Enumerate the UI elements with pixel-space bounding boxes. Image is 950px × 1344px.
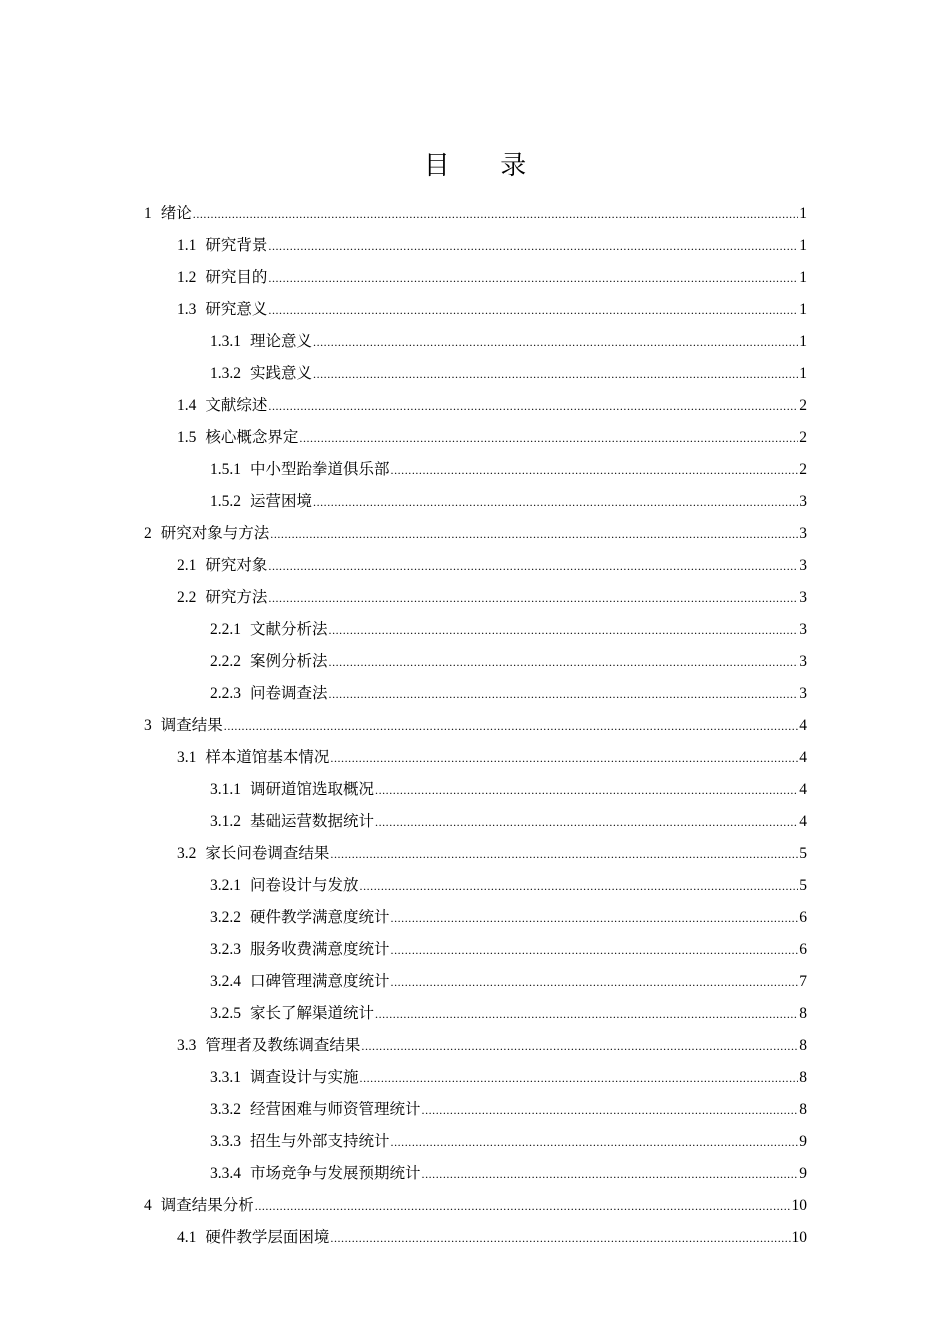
toc-entry-number: 3.3.2 [210,1101,241,1118]
toc-entry-page-number: 3 [799,653,807,670]
toc-entry-page-number: 4 [799,781,807,798]
toc-dot-leader [268,588,798,608]
toc-dot-leader [329,620,799,640]
toc-dot-leader [330,748,798,768]
toc-entry[interactable] [177,736,807,768]
toc-entry-number: 1.4 [177,397,197,414]
toc-dot-leader [268,268,798,288]
toc-entry[interactable] [177,288,807,320]
toc-entry[interactable] [210,1152,807,1184]
toc-entry[interactable] [177,384,807,416]
toc-dot-leader [360,876,799,896]
toc-entry-page-number: 3 [799,557,807,574]
toc-dot-leader [270,524,798,544]
toc-entry-title: 研究目的 [205,269,268,286]
toc-entry-page-number: 2 [799,397,807,414]
toc-entry[interactable] [210,960,807,992]
toc-entry-number: 1.5.1 [210,461,241,478]
toc-entry-number: 2.2.1 [210,621,241,638]
toc-entry-page-number: 3 [799,589,807,606]
toc-entry-number: 3.2.5 [210,1005,241,1022]
toc-entry-page-number: 4 [799,749,807,766]
toc-dot-leader [268,236,798,256]
toc-entry-page-number: 9 [799,1133,807,1150]
toc-entry-number: 3.2 [177,845,197,862]
toc-entry-number: 3.1.2 [210,813,241,830]
toc-entry-number: 1.5.2 [210,493,241,510]
toc-entry-title: 文献分析法 [250,621,328,638]
toc-entry-title: 家长问卷调查结果 [205,845,330,862]
toc-dot-leader [391,908,799,928]
toc-entry-number: 2.2.2 [210,653,241,670]
toc-entry-page-number: 3 [799,525,807,542]
toc-entry-page-number: 5 [799,845,807,862]
toc-entry[interactable] [210,1120,807,1152]
toc-entry[interactable] [210,768,807,800]
toc-entry-title: 硬件教学满意度统计 [250,909,390,926]
toc-entry-title: 问卷调查法 [250,685,328,702]
toc-entry-title: 研究背景 [205,237,268,254]
toc-entry[interactable] [144,512,807,544]
toc-entry-page-number: 1 [799,301,807,318]
toc-entry-title: 管理者及教练调查结果 [205,1037,361,1054]
toc-entry[interactable] [177,576,807,608]
toc-title: 目 录 [423,151,549,180]
toc-entry[interactable] [210,480,807,512]
toc-entry-title: 运营困境 [250,493,313,510]
toc-entry-number: 3.3 [177,1037,197,1054]
toc-dot-leader [313,492,798,512]
toc-entry[interactable] [210,672,807,704]
toc-entry[interactable] [210,352,807,384]
toc-dot-leader [360,1068,799,1088]
toc-dot-leader [268,300,798,320]
toc-entry-page-number: 6 [799,941,807,958]
toc-entry-number: 1.3.1 [210,333,241,350]
toc-entry[interactable] [144,1184,807,1216]
toc-entry-number: 1.2 [177,269,197,286]
toc-dot-leader [329,684,799,704]
toc-entry-page-number: 2 [799,461,807,478]
toc-entry-number: 3.2.3 [210,941,241,958]
toc-entry-title: 理论意义 [250,333,313,350]
toc-entry-title: 问卷设计与发放 [250,877,359,894]
toc-entry-page-number: 1 [799,269,807,286]
toc-dot-leader [330,844,798,864]
toc-entry-number: 2 [144,525,152,542]
toc-dot-leader [391,1132,799,1152]
toc-entry-page-number: 1 [799,237,807,254]
toc-entry-number: 1 [144,205,152,222]
toc-dot-leader [268,396,798,416]
toc-entry[interactable] [210,992,807,1024]
toc-entry-title: 样本道馆基本情况 [205,749,330,766]
toc-dot-leader [313,332,798,352]
toc-entry-number: 3.3.4 [210,1165,241,1182]
toc-entry-number: 3.3.3 [210,1133,241,1150]
toc-entry-page-number: 3 [799,621,807,638]
toc-entry-number: 3.2.2 [210,909,241,926]
toc-entry-title: 研究方法 [205,589,268,606]
toc-entry[interactable] [210,1056,807,1088]
toc-entry-page-number: 8 [799,1101,807,1118]
toc-entry[interactable] [210,1088,807,1120]
toc-entry-page-number: 1 [799,205,807,222]
toc-entry-number: 1.1 [177,237,197,254]
toc-entry-title: 研究对象 [205,557,268,574]
toc-entry-page-number: 3 [799,493,807,510]
toc-entry[interactable] [210,448,807,480]
toc-dot-leader [255,1196,791,1216]
toc-dot-leader [330,1228,790,1248]
toc-entry-title: 经营困难与师资管理统计 [250,1101,421,1118]
toc-dot-leader [422,1164,799,1184]
toc-dot-leader [224,716,798,736]
toc-entry-title: 服务收费满意度统计 [250,941,390,958]
toc-entry[interactable] [144,192,807,224]
toc-entry-title: 中小型跆拳道俱乐部 [250,461,390,478]
toc-entry-page-number: 9 [799,1165,807,1182]
toc-entry-title: 硬件教学层面困境 [205,1229,330,1246]
toc-entry[interactable] [177,832,807,864]
toc-dot-leader [375,812,798,832]
toc-entry-number: 3.1 [177,749,197,766]
toc-entry-title: 文献综述 [205,397,268,414]
toc-entry-number: 3.2.4 [210,973,241,990]
toc-entry[interactable] [210,928,807,960]
toc-entry-number: 4 [144,1197,152,1214]
toc-entry-page-number: 2 [799,429,807,446]
toc-entry[interactable] [177,256,807,288]
toc-dot-leader [375,1004,798,1024]
toc-entry-title: 市场竞争与发展预期统计 [250,1165,421,1182]
toc-entry-page-number: 8 [799,1069,807,1086]
toc-entry-number: 1.3 [177,301,197,318]
toc-entry-page-number: 3 [799,685,807,702]
toc-entry-number: 3.1.1 [210,781,241,798]
toc-entry-page-number: 1 [799,365,807,382]
toc-entry-title: 调查设计与实施 [250,1069,359,1086]
toc-entry-number: 2.2.3 [210,685,241,702]
toc-entry-page-number: 10 [791,1197,807,1214]
toc-dot-leader [391,972,799,992]
toc-entry[interactable] [177,1216,807,1248]
toc-entry[interactable] [177,224,807,256]
toc-entry-title: 调查结果 [160,717,223,734]
toc-entry[interactable] [144,704,807,736]
toc-entry[interactable] [210,800,807,832]
toc-dot-leader [299,428,798,448]
toc-dot-leader [313,364,798,384]
toc-entry-number: 1.5 [177,429,197,446]
toc-entry-page-number: 6 [799,909,807,926]
toc-dot-leader [193,204,798,224]
toc-entry-page-number: 1 [799,333,807,350]
toc-entry-title: 绪论 [160,205,192,222]
toc-entry[interactable] [210,640,807,672]
toc-entry[interactable] [210,608,807,640]
toc-entry-page-number: 8 [799,1005,807,1022]
toc-entry-number: 3.2.1 [210,877,241,894]
toc-dot-leader [361,1036,798,1056]
toc-dot-leader [391,940,799,960]
toc-entry-title: 基础运营数据统计 [250,813,375,830]
toc-entry-title: 招生与外部支持统计 [250,1133,390,1150]
toc-entry-title: 调研道馆选取概况 [250,781,375,798]
toc-entry-number: 3.3.1 [210,1069,241,1086]
toc-entry-number: 2.2 [177,589,197,606]
toc-entry-number: 2.1 [177,557,197,574]
toc-entry[interactable] [210,320,807,352]
toc-entry[interactable] [177,544,807,576]
toc-entry-title: 案例分析法 [250,653,328,670]
toc-entry-number: 1.3.2 [210,365,241,382]
toc-entry-title: 研究意义 [205,301,268,318]
toc-entry-title: 调查结果分析 [160,1197,254,1214]
toc-entry-page-number: 4 [799,813,807,830]
toc-entry[interactable] [177,416,807,448]
toc-entry-number: 4.1 [177,1229,197,1246]
toc-entry-title: 核心概念界定 [205,429,299,446]
toc-dot-leader [391,460,799,480]
toc-entry[interactable] [177,1024,807,1056]
toc-entry-page-number: 7 [799,973,807,990]
toc-entry-number: 3 [144,717,152,734]
toc-entry-title: 口碑管理满意度统计 [250,973,390,990]
toc-dot-leader [268,556,798,576]
toc-entry-title: 家长了解渠道统计 [250,1005,375,1022]
toc-entry-page-number: 4 [799,717,807,734]
toc-dot-leader [375,780,798,800]
toc-dot-leader [329,652,799,672]
toc-entry-page-number: 10 [791,1229,807,1246]
toc-entry-page-number: 8 [799,1037,807,1054]
toc-entry[interactable] [210,896,807,928]
toc-entry-page-number: 5 [799,877,807,894]
toc-entry[interactable] [210,864,807,896]
toc-entry-title: 实践意义 [250,365,313,382]
toc-entry-title: 研究对象与方法 [160,525,270,542]
toc-dot-leader [422,1100,799,1120]
